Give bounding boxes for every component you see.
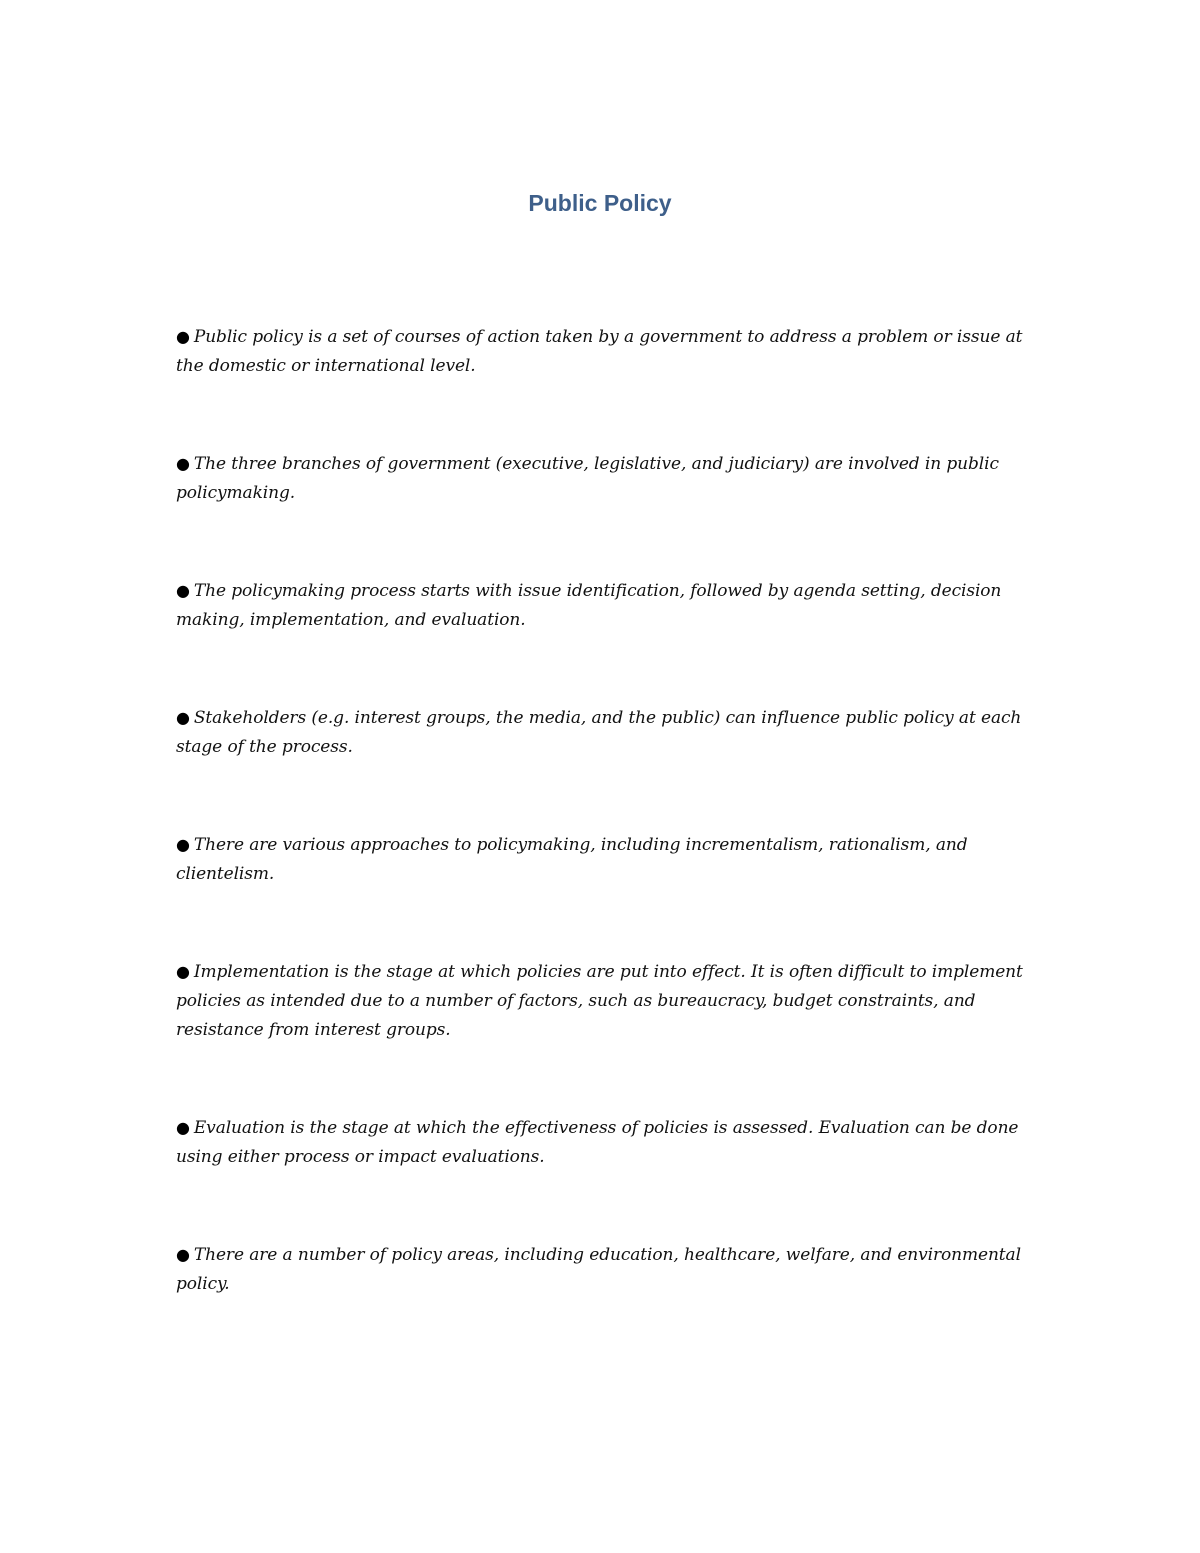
bullet-icon: ● xyxy=(176,1118,190,1137)
list-item-text: Evaluation is the stage at which the effectiveness of policies is assessed. Evaluation can be done using either process or impact evaluations. xyxy=(176,1118,1019,1167)
list-item xyxy=(176,957,1026,1045)
list-item-text: There are various approaches to policymaking, including incrementalism, rationalism, and clientelism. xyxy=(176,835,968,884)
list-item-text: There are a number of policy areas, including education, healthcare, welfare, and environmental policy. xyxy=(176,1245,1021,1294)
list-item-text: Implementation is the stage at which policies are put into effect. It is often difficult to implement policies as intended due to a number of factors, such as bureaucracy, budget constraints, and resistance from interest groups. xyxy=(176,962,1023,1040)
bullet-icon: ● xyxy=(176,327,190,346)
list-item xyxy=(176,830,1026,889)
list-item-text: Public policy is a set of courses of action taken by a government to address a problem or issue at the domestic or international level. xyxy=(176,327,1023,376)
bullet-icon: ● xyxy=(176,581,190,600)
list-item xyxy=(176,322,1026,381)
list-item-text: Stakeholders (e.g. interest groups, the media, and the public) can influence public policy at each stage of the process. xyxy=(176,708,1022,757)
bullet-icon: ● xyxy=(176,1245,190,1264)
page-title: Public Policy xyxy=(528,190,672,216)
bullet-icon: ● xyxy=(176,454,190,473)
list-item xyxy=(176,449,1026,508)
bullet-icon: ● xyxy=(176,962,190,981)
list-item-text: The policymaking process starts with issue identification, followed by agenda setting, decision making, implementation, and evaluation. xyxy=(176,581,1002,630)
list-item xyxy=(176,1240,1026,1299)
bullet-icon: ● xyxy=(176,708,190,727)
list-item xyxy=(176,1113,1026,1172)
bullet-icon: ● xyxy=(176,835,190,854)
list-item xyxy=(176,703,1026,762)
list-item-text: The three branches of government (executive, legislative, and judiciary) are involved in public policymaking. xyxy=(176,454,999,503)
bullet-list xyxy=(176,322,1026,1367)
list-item xyxy=(176,576,1026,635)
